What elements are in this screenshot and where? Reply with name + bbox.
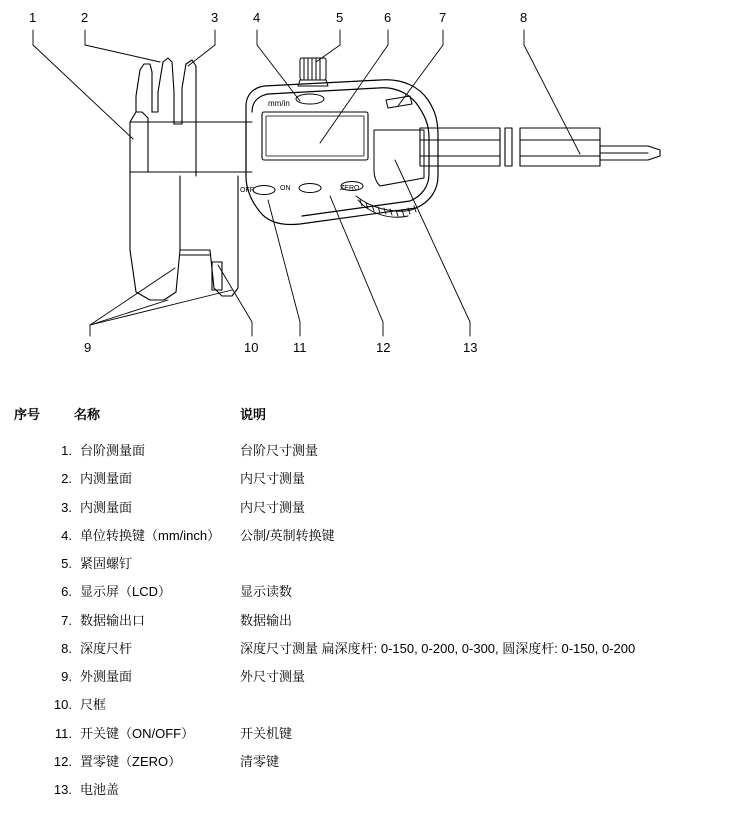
row-description: 清零键 <box>240 753 280 769</box>
table-row <box>8 550 708 578</box>
caliper-diagram <box>0 0 750 380</box>
battery-cover <box>374 130 424 186</box>
row-index: 1. <box>61 443 72 458</box>
unit-button-label: mm/in <box>268 99 290 108</box>
zero-button-label: ZERO <box>340 185 360 192</box>
table-row <box>8 607 708 635</box>
table-row <box>8 663 708 691</box>
table-row <box>8 522 708 550</box>
callout-13: 13 <box>463 340 478 355</box>
depth-rod <box>600 146 660 160</box>
row-index: 13. <box>53 782 72 797</box>
row-index: 6. <box>61 584 72 600</box>
row-index: 9. <box>61 669 72 684</box>
row-name: 单位转换键（mm/inch） <box>80 527 221 543</box>
row-description: 公制/英制转换键 <box>240 527 335 543</box>
table-row <box>8 748 708 776</box>
callout-5: 5 <box>336 10 344 25</box>
caliper-diagram-svg <box>0 0 750 380</box>
row-name: 外测量面 <box>80 669 133 684</box>
row-description: 显示读数 <box>240 584 293 600</box>
row-name: 数据输出口 <box>80 612 146 628</box>
row-name: 显示屏（LCD） <box>80 584 172 600</box>
table-row <box>8 635 708 663</box>
row-index: 11. <box>54 725 72 741</box>
row-index: 8. <box>61 640 72 656</box>
callout-3: 3 <box>211 10 219 25</box>
row-description <box>240 776 708 804</box>
row-index: 4. <box>61 527 72 543</box>
row-description: 开关机键 <box>240 725 293 741</box>
row-name: 内测量面 <box>80 471 133 487</box>
callout-11: 11 <box>293 340 307 355</box>
fixed-jaw <box>130 58 238 300</box>
row-index: 7. <box>61 612 72 628</box>
callout-9: 9 <box>84 340 92 355</box>
row-name: 内测量面 <box>80 499 133 515</box>
parts-table <box>8 400 708 804</box>
row-description: 深度尺寸测量 扁深度杆: 0-150, 0-200, 0-300, 圆深度杆: 0-150, 0-200 <box>240 640 636 656</box>
table-row <box>8 720 708 748</box>
row-index: 5. <box>61 556 72 571</box>
callout-4: 4 <box>253 10 261 25</box>
unit-button <box>296 94 324 104</box>
header-index: 序号 <box>14 407 41 422</box>
table-row <box>8 494 708 522</box>
callout-6: 6 <box>384 10 392 25</box>
callout-8: 8 <box>520 10 528 25</box>
table-row <box>8 776 708 804</box>
fixing-screw <box>298 58 328 86</box>
row-name: 台阶测量面 <box>80 443 146 458</box>
row-name: 尺框 <box>80 697 107 713</box>
row-description: 内尺寸测量 <box>240 471 306 487</box>
table-header-row <box>8 400 708 437</box>
lcd-screen <box>262 112 368 160</box>
callout-12: 12 <box>376 340 391 355</box>
thumb-grip <box>356 196 420 217</box>
callout-7: 7 <box>439 10 447 25</box>
row-index: 2. <box>61 471 72 487</box>
row-name: 电池盖 <box>80 782 120 797</box>
row-description <box>240 691 708 719</box>
row-description: 内尺寸测量 <box>240 499 306 515</box>
row-description: 数据输出 <box>240 612 293 628</box>
header-name: 名称 <box>74 407 101 422</box>
callout-2: 2 <box>81 10 89 25</box>
row-name: 紧固螺钉 <box>80 556 133 571</box>
housing-beam-joint <box>246 122 252 172</box>
on-button-label: ON <box>280 185 291 192</box>
row-description <box>240 550 708 578</box>
row-description: 台阶尺寸测量 <box>240 443 319 458</box>
callout-1: 1 <box>29 10 37 25</box>
header-description: 说明 <box>240 407 267 422</box>
row-index: 10. <box>53 697 72 713</box>
table-row <box>8 465 708 493</box>
row-index: 3. <box>61 499 72 515</box>
data-output-port <box>386 96 412 108</box>
off-button-label: OFF <box>240 187 254 194</box>
row-name: 开关键（ON/OFF） <box>80 725 195 741</box>
row-description: 外尺寸测量 <box>240 669 306 684</box>
table-row <box>8 578 708 606</box>
table-row <box>8 437 708 465</box>
parts-table-area <box>0 400 750 821</box>
callout-10: 10 <box>244 340 259 355</box>
row-name: 置零键（ZERO） <box>80 753 182 769</box>
row-index: 12. <box>53 753 72 769</box>
table-row <box>8 691 708 719</box>
row-name: 深度尺杆 <box>80 640 133 656</box>
